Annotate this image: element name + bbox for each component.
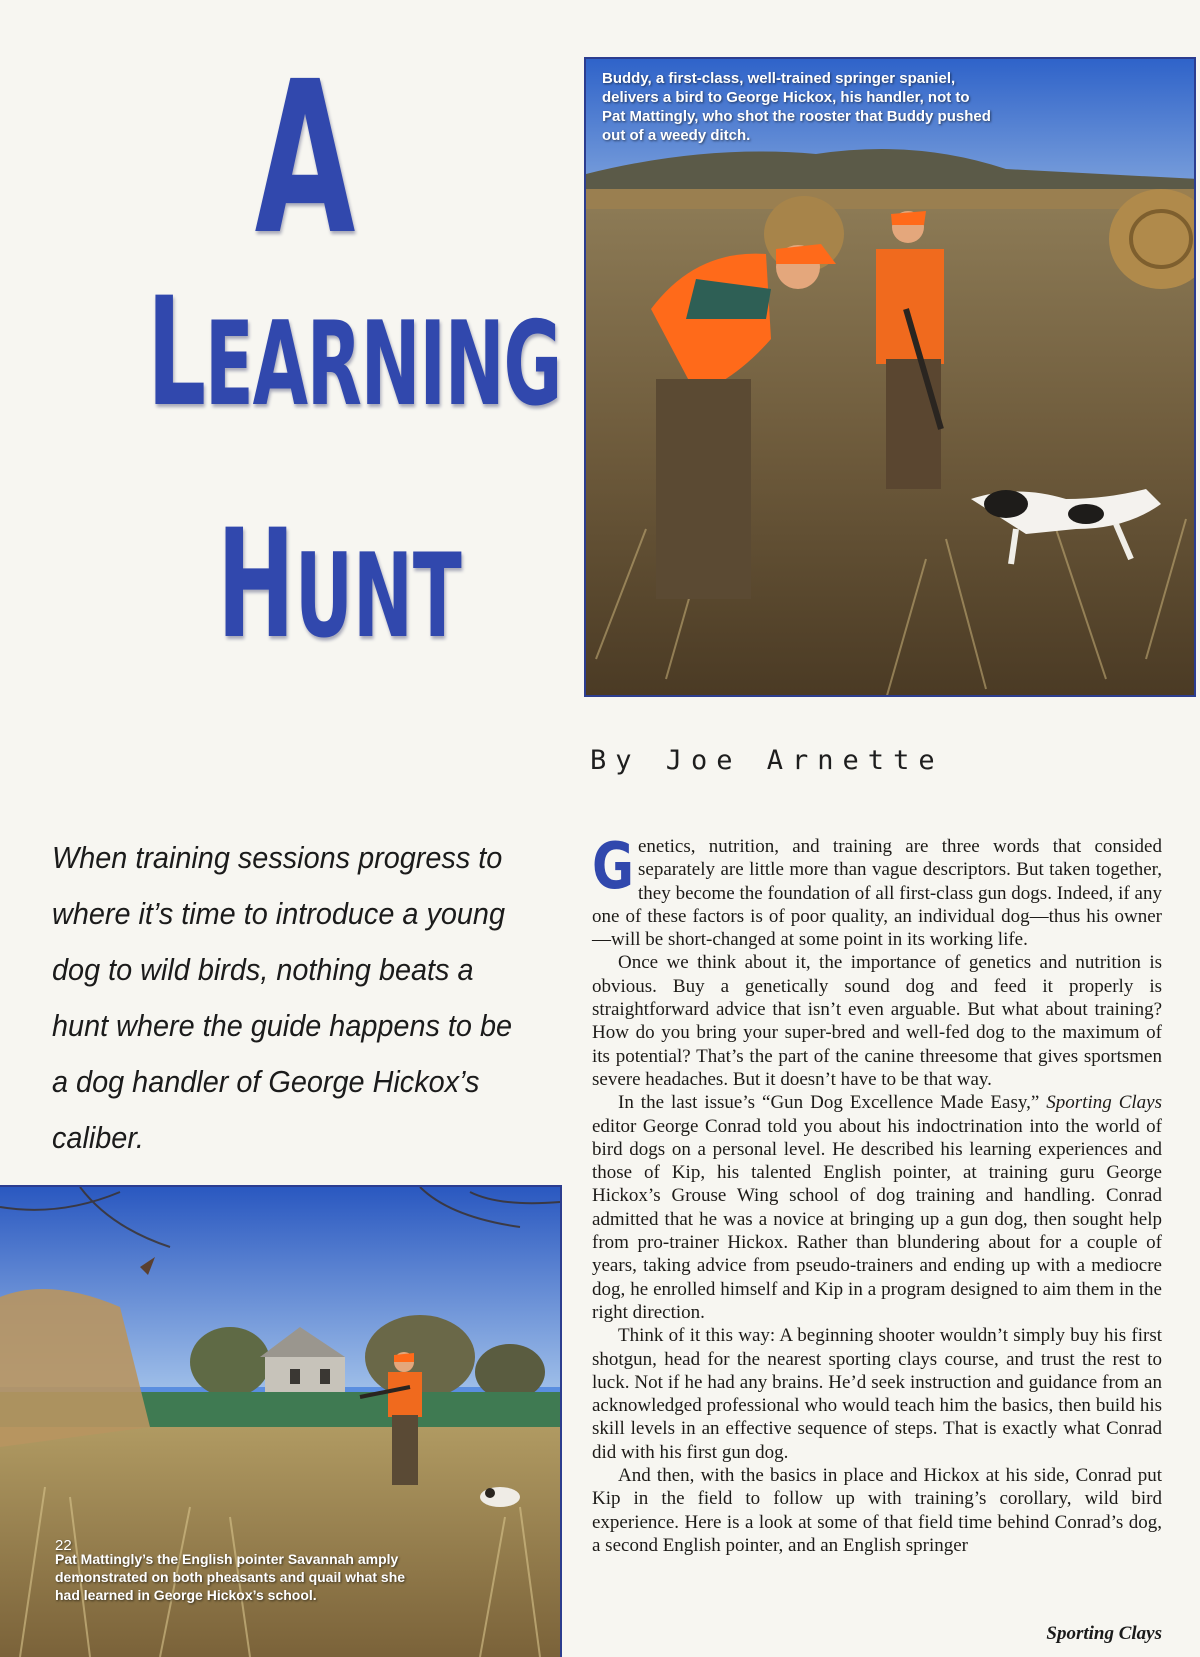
photo-hunter-with-pointer [0,1185,562,1657]
drop-cap: G [592,830,635,904]
magazine-title-inline: Sporting Clays [1046,1092,1162,1114]
title-word-hunt [217,498,462,672]
paragraph-5: And then, with the basics in place and Hickox at his side, Conrad put Kip in the field to follow up with training’s corollary, wild bird experience. Here is a look at some of that field time behind Conrad’s dog, a second English pointer, and an English springer [592,1465,1162,1556]
footer-magazine-name: Sporting Clays [1046,1623,1162,1644]
title-initial-l: L [146,266,205,440]
title-word-a: A [254,36,356,281]
title-rest-earning: EARNING [204,298,562,432]
paragraph-3-lead: In the last issue’s “Gun Dog Excellence Made Easy,” [618,1092,1040,1114]
article-body [592,830,1162,1557]
paragraph-1-text: enetics, nutrition, and training are three words that consided separately are little more than vague descriptors. But taken together, they become the foundation of all first-class gun dogs. Indeed, if any one of these factors is of poor quality, an individual dog—thus his owner—will be short-changed at some point in its working life. [592,836,1162,951]
photo-hunters-with-springer [584,57,1196,697]
paragraph-3-rest: editor George Conrad told you about his indoctrination into the world of bird dogs on a personal level. He described his learning experiences and those of Kip, his talented English pointer, at training guru George Hickox’s Grouse Wing school of dog training and handling. Conrad admitted that he was a novice at bringing up a gun dog, then sought help from pro-trainer Hickox. Rather than blundering about for a couple of years, taking advice from pseudo-trainers and ending up with a mediocre dog, he enrolled himself and Kip in a program designed to aim them in the right direction. [592,1115,1162,1323]
title-word-learning [146,266,562,440]
paragraph-1 [592,830,1162,951]
byline: By Joe Arnette [590,745,944,776]
photo-top-caption: Buddy, a first-class, well-trained springer spaniel, delivers a bird to George Hickox, his handler, not to Pat Mattingly, who shot the rooster that Buddy pushed out of a weedy ditch. [602,70,991,144]
paragraph-2: Once we think about it, the importance of genetics and nutrition is obvious. Buy a genetically sound dog and feed it properly is straightforward advice that isn’t even arguable. But what about training? How do you bring your super-bred and well-fed dog to the maximum of its potential? That’s the part of the canine threesome that gives sportsmen severe headaches. But it doesn’t have to be that way. [592,952,1162,1090]
title-rest-unt: UNT [294,530,462,664]
page-number: 22 [55,1537,72,1554]
photo-top-illustration [586,59,1196,697]
deck-intro: When training sessions progress to where it’s time to introduce a young dog to wild birds, nothing beats a hunt where the guide happens to be a dog handler of George Hickox’s caliber. [52,840,513,1155]
title-initial-h: H [217,498,295,672]
paragraph-3 [592,1091,1162,1324]
paragraph-4: Think of it this way: A beginning shooter wouldn’t simply buy his first shotgun, head for the nearest sporting clays course, and trust the rest to luck. Not if he had any brains. He’d seek instruction and guidance from an acknowledged professional who would teach him the basics, then build his skill levels in an effective sequence of steps. That is exactly what Conrad did with his first gun dog. [592,1325,1162,1463]
photo-bottom-caption: Pat Mattingly’s the English pointer Savannah amply demonstrated on both pheasants and quail what she had learned in George Hickox’s school. [55,1551,406,1603]
